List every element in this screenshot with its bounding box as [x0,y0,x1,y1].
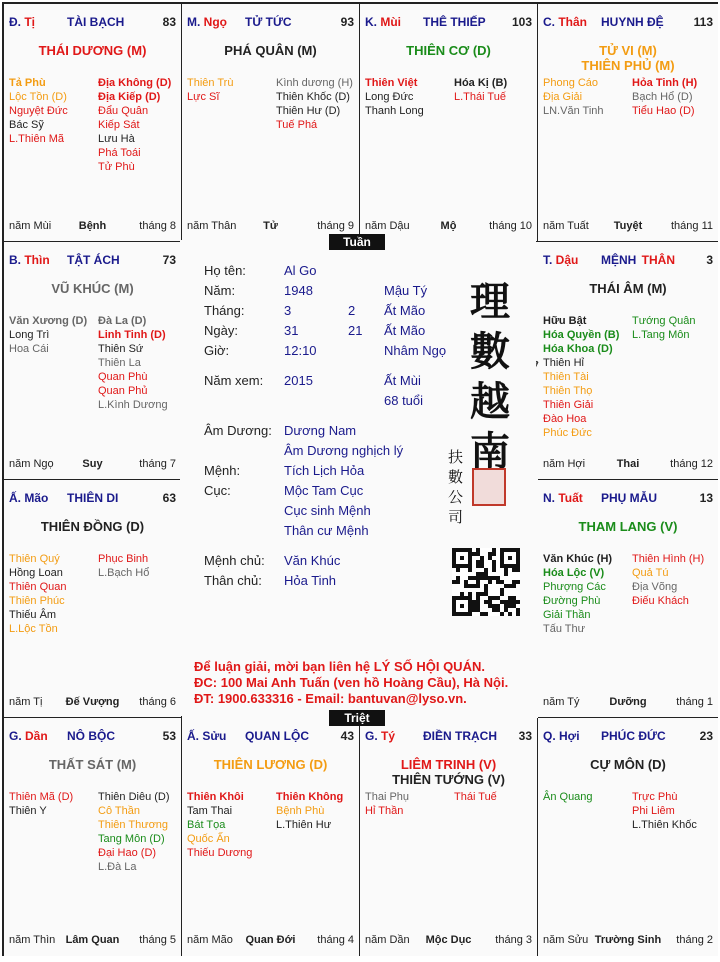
main-star: TỬ VI (M) [599,43,657,58]
palace-number: 43 [340,729,354,743]
year-can: Mậu Tý [384,283,428,298]
main-star: THAM LANG (V) [578,519,678,534]
minor-star: Thái Tuế [454,791,497,803]
minor-star: Giải Thần [543,609,591,621]
palace-number: 33 [518,729,532,743]
palace-name: TÀI BẠCH [67,15,125,29]
palace-stage: Đế Vượng [65,696,120,708]
minor-star: Thiên Hỉ [543,357,584,369]
palace-name: HUYNH ĐỆ [601,15,664,29]
palace-year: năm Ngọ [9,458,54,470]
minor-star: Đại Hao (D) [98,847,157,859]
minor-star: L.Lộc Tồn [9,623,58,635]
menhchu-value: Văn Khúc [284,553,341,568]
minor-star: Kình dương (H) [276,77,353,89]
minor-star: Địa Kiếp (D) [98,91,161,103]
minor-star: Bác Sỹ [9,119,44,131]
minor-star: LN.Văn Tinh [543,105,604,117]
main-star: THIÊN CƠ (D) [406,43,491,58]
minor-star: Thiên Thọ [543,385,593,397]
minor-star: Phượng Các [543,581,606,593]
palace-month: tháng 10 [489,220,532,232]
than-note: Thân cư Mệnh [284,523,369,538]
palace-month: tháng 5 [139,934,176,946]
palace-month: tháng 11 [670,220,713,232]
day-label: Ngày: [204,323,238,338]
minor-star: Thiên Quý [9,553,60,565]
minor-star: Địa Không (D) [98,77,172,89]
calligraphy-char: 理 [470,278,510,325]
minor-star: Ân Quang [543,791,593,803]
palace-stage: Quan Đới [245,934,296,946]
main-star: THIÊN PHỦ (M) [581,58,675,73]
minor-star: Thiên Sứ [98,343,144,355]
amduong-note: Âm Dương nghịch lý [284,443,404,458]
minor-star: L.Thiên Mã [9,133,65,145]
minor-star: Tang Môn (D) [98,833,165,845]
minor-star: Thiên Trù [187,77,234,89]
palace-year: năm Tuất [543,220,589,232]
triet-banner: Triệt [329,710,385,726]
minor-star: Bạch Hổ (D) [632,91,693,103]
palace-stage: Tử [263,220,278,232]
minor-star: L.Bạch Hổ [98,567,150,579]
menhchu-label: Mệnh chủ: [204,553,265,568]
palace-stage: Bệnh [78,220,107,232]
minor-star: Thai Phụ [365,791,410,803]
palace-branch: C. Thân [543,15,588,29]
minor-star: Bát Tọa [187,819,226,831]
small-calligraphy-char: 公 [448,488,464,506]
minor-star: Hồng Loan [9,567,63,579]
minor-star: Thiên La [98,357,141,369]
minor-star: Thiên Thương [98,819,169,831]
minor-star: Thiếu Dương [187,847,253,859]
palace-branch: Ấ. Sửu [187,729,227,743]
minor-star: Tử Phù [98,161,135,173]
palace-year: năm Hợi [543,458,586,470]
palace-year: năm Tị [9,696,43,708]
palace-tag: THÂN [641,253,675,267]
minor-star: Phúc Đức [543,427,592,439]
palace-number: 23 [699,729,713,743]
palace-year: năm Mùi [9,220,52,232]
thanchu-value: Hỏa Tinh [284,573,337,588]
minor-star: Thiên Y [9,805,47,817]
palace-year: năm Sửu [543,934,589,946]
palace-stage: Mộc Dục [425,934,472,946]
minor-star: Thiên Quan [9,581,67,593]
minor-star: L.Kình Dương [98,399,168,411]
contact-phone-email[interactable]: ĐT: 1900.633316 - Email: bantuvan@lyso.vn. [194,691,467,706]
minor-star: Lộc Tồn (D) [9,91,67,103]
palace-branch: B. Thìn [9,253,50,267]
main-star: THIÊN ĐỒNG (D) [40,519,145,534]
palace-month: tháng 8 [139,220,176,232]
name-value: Al Go [284,263,317,278]
minor-star: Thiên Diêu (D) [98,791,170,803]
palace-month: tháng 12 [670,458,713,470]
palace-number: 53 [162,729,176,743]
palace-stage: Suy [82,458,103,470]
minor-star: Hóa Lộc (V) [543,567,605,579]
minor-star: Hóa Quyền (B) [543,329,620,341]
thanchu-label: Thân chủ: [204,573,262,588]
palace-name: TẬT ÁCH [67,253,120,267]
minor-star: Tam Thai [187,805,233,817]
minor-star: Tướng Quân [632,315,696,327]
palace-number: 63 [162,491,176,505]
palace-month: tháng 7 [139,458,176,470]
main-star: CỰ MÔN (D) [590,757,666,772]
palace-name: QUAN LỘC [245,729,309,743]
main-star: THẤT SÁT (M) [48,757,137,772]
main-star: THIÊN TƯỚNG (V) [392,772,505,787]
minor-star: Long Đức [365,91,414,103]
palace-stage: Trường Sinh [594,934,662,946]
minor-star: Thiên Khôi [187,791,244,803]
minor-star: L.Tang Môn [632,329,690,341]
palace-branch: K. Mùi [365,15,402,29]
minor-star: Quan Phủ [98,385,148,397]
palace-number: 103 [511,15,532,29]
palace-year: năm Mão [187,934,233,946]
minor-star: Long Trì [9,329,50,341]
palace-month: tháng 4 [317,934,354,946]
minor-star: Lưu Hà [98,133,135,145]
view-year-can: Ất Mùi [384,373,421,388]
minor-star: Hỉ Thần [365,805,404,817]
minor-star: Nguyệt Đức [9,105,68,117]
palace-number: 113 [693,15,713,29]
calligraphy-char: 數 [470,328,510,375]
year-label: Năm: [204,283,236,298]
minor-star: Thiên Hư (D) [276,105,341,117]
palace-stage: Mộ [440,220,457,232]
minor-star: Bệnh Phù [276,805,325,817]
month-lunar: 2 [348,303,356,318]
palace-number: 83 [162,15,176,29]
minor-star: L.Thiên Khốc [632,819,697,831]
center-info-panel [180,240,536,716]
day-value: 31 [284,323,299,338]
minor-star: Thiên Phúc [9,595,65,607]
palace-name: PHÚC ĐỨC [601,729,666,743]
view-year-value: 2015 [284,373,313,388]
minor-star: Kiếp Sát [98,119,140,131]
minor-star: Hữu Bật [543,315,587,327]
palace-month: tháng 2 [676,934,713,946]
minor-star: L.Đà La [98,861,137,873]
minor-star: Thiên Không [276,791,344,803]
minor-star: Thiếu Âm [9,609,57,621]
minor-star: Quốc Ấn [187,833,230,845]
minor-star: Thiên Mã (D) [9,791,74,803]
palace-branch: T. Dậu [543,253,579,267]
minor-star: Phong Cáo [543,77,599,89]
palace-stage: Dưỡng [609,696,647,708]
palace-number: 13 [699,491,713,505]
hour-can: Nhâm Ngọ [384,343,447,358]
minor-star: Tiểu Hao (D) [632,105,695,117]
palace-branch: G. Tý [365,729,396,743]
minor-star: Lực Sĩ [187,91,220,103]
cuc-note: Cục sinh Mệnh [284,503,371,518]
minor-star: Điếu Khách [632,595,689,607]
palace-year: năm Thìn [9,934,56,946]
minor-star: Đà La (D) [98,315,147,327]
palace-name: MỆNH [601,253,637,267]
age-value: 68 tuổi [384,393,424,408]
main-star: THÁI DƯƠNG (M) [38,43,147,58]
month-value: 3 [284,303,292,318]
palace-year: năm Dần [365,934,410,946]
palace-month: tháng 6 [139,696,176,708]
cuc-value: Mộc Tam Cục [284,483,364,498]
minor-star: Phục Binh [98,553,149,565]
minor-star: Đào Hoa [543,413,587,425]
palace-year: năm Dậu [365,220,410,232]
contact-line-1: Để luận giải, mời bạn liên hệ LÝ SỐ HỘI QUÁN. [194,659,485,674]
palace-number: 73 [162,253,176,267]
small-calligraphy-char: 扶 [448,448,464,466]
minor-star: Quả Tú [632,567,669,579]
minor-star: Địa Giải [543,91,583,103]
minor-star: Đường Phù [543,595,601,607]
contact-address: ĐC: 100 Mai Anh Tuấn (ven hồ Hoàng Cầu), Hà Nội. [194,675,509,690]
month-label: Tháng: [204,303,245,318]
hour-value: 12:10 [284,343,317,358]
minor-star: Trực Phù [632,791,678,803]
minor-star: Thiên Giải [543,399,594,411]
minor-star: Văn Xương (D) [9,315,88,327]
palace-name: THÊ THIẾP [423,15,486,29]
calligraphy-char: 南 [470,428,510,475]
amduong-value: Dương Nam [284,423,357,438]
seal-stamp [472,468,506,506]
palace-name: THIÊN DI [67,491,119,505]
minor-star: Tấu Thư [543,623,586,635]
minor-star: Quan Phù [98,371,148,383]
palace-branch: M. Ngọ [187,15,227,29]
palace-branch: Ấ. Mão [9,491,49,505]
minor-star: L.Thái Tuế [454,91,506,103]
minor-star: L.Thiên Hư [276,819,332,831]
minor-star: Đẩu Quân [98,105,149,117]
day-lunar: 21 [348,323,363,338]
minor-star: Linh Tinh (D) [98,329,166,341]
year-value: 1948 [284,283,313,298]
palace-branch: Đ. Tị [9,15,36,29]
main-star: PHÁ QUÂN (M) [224,43,317,58]
palace-branch: N. Tuất [543,491,583,505]
minor-star: Thiên Khốc (D) [276,91,350,103]
cuc-label: Cục: [204,483,231,498]
palace-month: tháng 1 [676,696,713,708]
palace-name: ĐIỀN TRẠCH [423,729,497,743]
menh-value: Tích Lịch Hỏa [284,463,365,478]
minor-star: Tả Phù [9,77,46,89]
small-calligraphy-char: 數 [448,468,464,486]
palace-branch: Q. Hợi [543,729,580,743]
day-can: Ất Mão [384,323,426,338]
palace-stage: Tuyệt [613,220,643,232]
minor-star: Hoa Cái [9,343,49,355]
palace-name: PHỤ MẪU [601,491,657,505]
palace-stage: Thai [616,458,640,470]
palace-stage: Lâm Quan [65,934,120,946]
palace-name: TỬ TỨC [245,15,292,29]
minor-star: Cô Thần [98,805,140,817]
qr-code[interactable] [452,548,520,616]
tuan-banner: Tuần [329,234,385,250]
palace-month: tháng 3 [495,934,532,946]
menh-label: Mệnh: [204,463,241,478]
view-year-label: Năm xem: [204,373,264,388]
minor-star: Phi Liêm [632,805,675,817]
minor-star: Phá Toái [98,147,141,159]
palace-year: năm Tý [543,696,580,708]
minor-star: Thiên Hình (H) [632,553,705,565]
calligraphy-char: 越 [470,378,510,425]
amduong-label: Âm Dương: [204,423,272,438]
palace-number: 93 [340,15,354,29]
palace-name: NÔ BỘC [67,729,115,743]
palace-month: tháng 9 [317,220,354,232]
minor-star: Thiên Tài [543,371,589,383]
minor-star: Hóa Kị (B) [454,77,508,89]
main-star: THIÊN LƯƠNG (D) [213,757,328,772]
main-star: LIÊM TRINH (V) [400,757,497,772]
main-star: VŨ KHÚC (M) [51,281,134,296]
name-label: Họ tên: [204,263,246,278]
palace-number: 3 [706,253,713,267]
minor-star: Thanh Long [365,105,424,117]
month-can: Ất Mão [384,303,426,318]
minor-star: Thiên Việt [365,77,418,89]
small-calligraphy-char: 司 [448,508,464,526]
palace-year: năm Thân [187,220,237,232]
minor-star: Địa Võng [632,581,678,593]
minor-star: Hỏa Tinh (H) [632,77,698,89]
minor-star: Văn Khúc (H) [543,553,613,565]
minor-star: Tuế Phá [276,119,318,131]
hour-label: Giờ: [204,343,230,358]
minor-star: Hóa Khoa (D) [543,343,613,355]
main-star: THÁI ÂM (M) [589,281,667,296]
palace-branch: G. Dần [9,729,48,743]
